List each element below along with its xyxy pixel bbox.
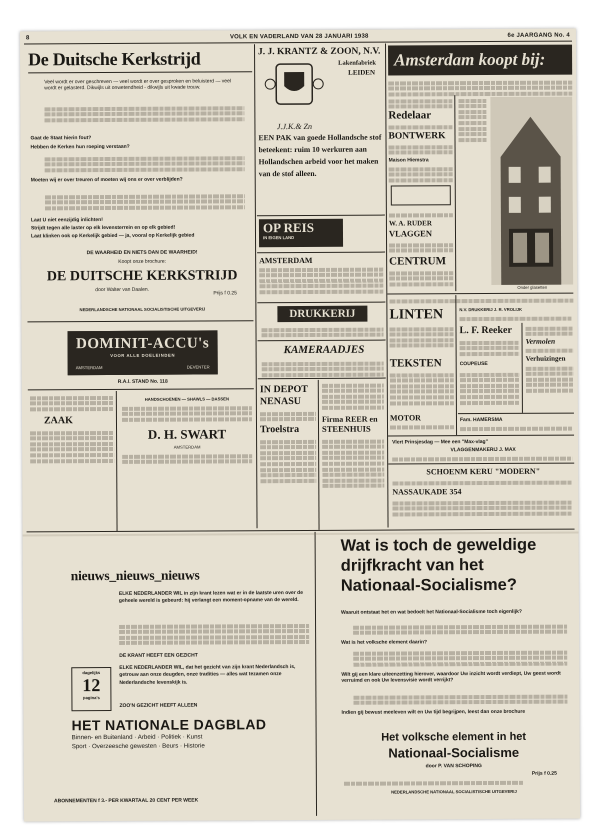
- op-reis-ad: [259, 219, 343, 247]
- nieuws-paragraph-1: ELKE NEDERLANDER WIL in zijn krant lezen wat er in de laatste uren over de geheele wereld is gebeurd: hij verlangt een moment-opname van de wereld.: [118, 589, 304, 605]
- op-reis-sub: IN EIGEN LAND: [263, 235, 295, 241]
- accus-stand: R.A.I. STAND No. 118: [117, 378, 168, 385]
- schoenm-addr: NASSAUKADE 354: [392, 487, 462, 497]
- vermolen-sub: Verhuizingen: [525, 354, 566, 363]
- ns-headline-2: drijfkracht van het: [340, 556, 484, 575]
- nieuws-paragraph-4: ZOO'N GEZICHT HEEFT ALLEEN: [119, 702, 198, 709]
- column-divider: [318, 380, 320, 530]
- ns-question-2: Wat is het volksche element daarin?: [341, 639, 428, 646]
- redelaar-bontwerk: BONTWERK: [388, 131, 446, 142]
- kamer-filler: [259, 266, 383, 296]
- krantz-city: LEIDEN: [348, 68, 376, 77]
- ns-filler: [353, 623, 567, 637]
- kerkstrijd-question-1: Gaat de Staat hierin fout?: [30, 135, 92, 142]
- vrolijk-filler: [459, 315, 571, 323]
- depot-line-2: NENASU: [259, 395, 302, 408]
- swart-filler: [122, 452, 252, 465]
- coupeuse-filler: [460, 371, 520, 406]
- ns-headline-1: Wat is toch de geweldige: [340, 535, 537, 555]
- column-divider: [521, 323, 522, 413]
- redelaar-hiemstra: Maison Hiemstra: [388, 157, 429, 164]
- ns-publisher: NEDERLANDSCHE NATIONAAL SOCIALISTISCHE UITGEVERIJ: [391, 788, 517, 795]
- section-rule: [387, 293, 573, 295]
- nieuws-paragraph-2: DE KRANT HEEFT EEN GEZICHT: [119, 652, 198, 659]
- newspaper-dateline: VOLK EN VADERLAND VAN 28 JANUARI 1938: [229, 33, 369, 41]
- reer-line-2: STEENHUIS: [321, 423, 371, 434]
- ns-filler: [353, 649, 567, 668]
- swart-filler: [122, 404, 252, 423]
- krantz-subtitle: Lakenfabriek: [338, 59, 377, 67]
- daily-top: dagelijks: [82, 670, 101, 676]
- column-divider: [254, 44, 258, 528]
- ns-question-4: Indien gij bewust meeleven wilt en Uw tijd begrijpen, leest dan onze brochure: [341, 708, 526, 716]
- photo-side-filler: [458, 97, 486, 143]
- schoenm-filler: [392, 479, 572, 487]
- headline-underline: [28, 71, 252, 73]
- motor-filler: [390, 423, 454, 431]
- section-rule: [257, 252, 385, 254]
- daily-bottom: pagina's: [82, 695, 100, 701]
- kerkstrijd-question-2: Hebben de Kerken hun roeping verstaan?: [30, 143, 130, 151]
- vlaggen-filler: [392, 455, 572, 463]
- kerkstrijd-filler: [44, 104, 244, 123]
- kerkstrijd-call-1: Laat U niet eenzijdig inlichten!: [30, 217, 103, 224]
- newspaper-page: [20, 29, 580, 822]
- section-rule: [28, 388, 254, 390]
- ns-author: door P. VAN SCHOPING: [425, 763, 482, 770]
- amsterdam-koopt-banner: [388, 45, 572, 76]
- krantz-logo: J.J.K.& Zn: [276, 121, 313, 132]
- reer-filler: [322, 438, 384, 490]
- section-rule: [257, 215, 385, 217]
- reer-line-1: Firma REER en: [321, 414, 378, 424]
- ns-brochure-title-2: Nationaal-Socialisme: [388, 744, 520, 761]
- nieuws-paragraph-3: ELKE NEDERLANDER WIL, dat het gezicht van zijn krant Nederlandsch is, getrouw aan onze deugden, onze tradities — alles wat tezamen onze Nederlandsche levenskijk is.: [119, 664, 296, 686]
- dagblad-sections-2: Sport · Overzeesche gewesten · Beurs · Historie: [71, 742, 205, 751]
- dagblad-sections-1: Binnen- en Buitenland · Arbeid · Politiek · Kunst: [71, 733, 203, 742]
- swart-name: D. H. SWART: [147, 426, 227, 442]
- kerkstrijd-price: Prijs f 0.25: [213, 290, 237, 297]
- krantz-crest-icon: [262, 60, 326, 120]
- schoenm-filler: [392, 499, 572, 518]
- right-filler: [389, 297, 573, 305]
- column-divider: [116, 391, 118, 531]
- rader-line-2: VLAGGEN: [388, 228, 433, 239]
- nationale-dagblad-title: HET NATIONALE DAGBLAD: [71, 716, 267, 734]
- section-rule: [258, 378, 386, 380]
- kerkstrijd-filler: [45, 154, 245, 173]
- hamersma-filler: [460, 425, 572, 433]
- nieuws-header: nieuws_nieuws_nieuws: [70, 567, 200, 584]
- reeker-filler: [460, 339, 520, 358]
- zaak-filler: [30, 394, 114, 413]
- kerkstrijd-slogan: DE WAARHEID EN NIETS DAN DE WAARHEID!: [86, 249, 198, 257]
- page-number: 8: [25, 35, 30, 42]
- daily-pages-box: [71, 667, 111, 711]
- section-rule: [258, 340, 386, 342]
- kamer-city: AMSTERDAM: [259, 255, 313, 266]
- amsterdam-intro-filler: [388, 79, 572, 98]
- ns-headline-3: Nationaal-Socialisme?: [340, 575, 517, 595]
- reeker-name: L. F. Reeker: [459, 324, 512, 337]
- kerkstrijd-headline: De Duitsche Kerkstrijd: [28, 48, 201, 70]
- amsterdam-title: Amsterdam koopt bij:: [394, 49, 546, 70]
- kerkstrijd-publisher: NEDERLANDSCHE NATIONAAL SOCIALISTISCHE UITGEVERIJ: [79, 306, 206, 313]
- schoenm-name: SCHOENM KERU "MODERN": [426, 466, 541, 477]
- troelstra-filler: [260, 438, 316, 485]
- vlaggen-line-1: Vlert Prinsjesdag — Mee een "Max-vlag": [392, 439, 488, 446]
- kerkstrijd-brochure-title: DE DUITSCHE KERKSTRIJD: [46, 268, 238, 285]
- shop-photo-icon: [490, 97, 573, 285]
- depot-line-1: IN DEPOT: [259, 383, 308, 396]
- motor-name: MOTOR: [389, 413, 421, 423]
- section-rule: [388, 463, 574, 465]
- hamersma-name: Fam. HAMERSMA: [459, 416, 503, 424]
- daily-number: 12: [82, 675, 101, 696]
- vermolen-filler: [526, 365, 574, 395]
- vrolijk-name: N.V. DRUKKERIJ J. R. VROLIJK: [459, 306, 523, 313]
- vlaggen-line-2: VLAGGENMAKERIJ J. MAX: [450, 446, 516, 454]
- accus-left-city: AMSTERDAM: [75, 365, 103, 371]
- troelstra-name: Troelstra: [259, 424, 300, 436]
- dominit-accus-ad: [68, 330, 218, 375]
- section-rule: [388, 435, 574, 437]
- column-divider: [315, 532, 317, 816]
- redelaar-filler: [389, 143, 453, 156]
- drukkerij-ad: [277, 306, 367, 322]
- coupeuse-name: COUPEUSE: [459, 361, 488, 368]
- centrum-name: CENTRUM: [389, 255, 447, 268]
- krantz-title: J. J. KRANTZ & ZOON, N.V.: [258, 46, 381, 58]
- depot-filler: [260, 410, 316, 423]
- zaak-filler: [30, 429, 114, 465]
- vermolen-filler: [526, 347, 574, 354]
- rader-filler: [389, 241, 453, 254]
- ns-price: Prijs f 0.25: [531, 770, 557, 777]
- redelaar-filler: [388, 123, 452, 131]
- section-rule: [257, 302, 385, 304]
- vermolen-name: Vermolen: [525, 336, 556, 346]
- kerkstrijd-filler: [45, 192, 245, 211]
- accus-brand: DOMINIT-ACCU's: [75, 335, 210, 353]
- kerkstrijd-question-3: Moeten wij er over treuren of moeten wij ons er over verblijden?: [30, 176, 183, 184]
- column-divider: [455, 295, 457, 435]
- kerkstrijd-author: door Walter van Daalen.: [95, 286, 150, 294]
- ns-filler: [344, 779, 524, 787]
- swart-goods: HANDSCHOENEN — SHAWLS — DASSEN: [144, 396, 229, 402]
- kerkstrijd-buy: Koopt onze brochure:: [118, 258, 167, 265]
- zaak-title: ZAAK: [43, 415, 73, 427]
- rader-filler: [389, 211, 453, 219]
- redelaar-name: Redelaar: [388, 109, 432, 122]
- accus-tagline: VOOR ALLE DOELEINDEN: [110, 352, 176, 358]
- section-rule: [27, 320, 253, 322]
- rader-line-1: W. A. RUDER: [388, 219, 432, 228]
- swart-city: AMSTERDAM: [173, 444, 201, 450]
- teksten-name: TEKSTEN: [389, 357, 442, 370]
- dagblad-subscription: ABONNEMENTEN f 3.- PER KWARTAAL 20 CENT PER WEEK: [53, 797, 199, 805]
- op-reis-title: OP REIS: [262, 219, 314, 236]
- ns-question-3: Wilt gij een klare uiteenzetting hierover, waardoor Uw inzicht wordt verdiept, Uw geest wordt verruimd en ook Uw levensvisie wordt verrijkt?: [341, 670, 561, 684]
- krantz-text: EEN PAK van goede Hollandsche stof beteekent: ruim 10 werkuren aan Hollandschen arbeid voor het maken van de stof alleen.: [258, 132, 382, 179]
- rader-logo-box: [391, 185, 451, 205]
- drukkerij-title: DRUKKERIJ: [289, 307, 356, 321]
- volume-number: 6e JAARGANG No. 4: [507, 32, 570, 39]
- drukkerij-filler: [261, 326, 383, 339]
- ns-filler: [353, 693, 567, 707]
- centrum-filler: [389, 269, 453, 288]
- kerkstrijd-call-3: Laat klinken ook op Kerkelijk gebied — ja, vooral op Kerkelijk gebied: [30, 232, 195, 240]
- kerkstrijd-call-2: Strijdt tegen alle laster op elk levensterrein en op elk gebied!: [30, 224, 176, 232]
- section-rule: [458, 413, 574, 415]
- kameraadjes-title: KAMERAADJES: [283, 343, 365, 357]
- shop-photo-caption: Onder glasetten: [517, 284, 548, 290]
- ns-question-1: Waaruit ontstaat het en wat bedoelt het Nationaal-Socialisme toch eigenlijk?: [340, 608, 522, 616]
- reer-filler: [322, 382, 384, 412]
- linten-filler: [389, 325, 453, 349]
- linten-name: LINTEN: [389, 307, 444, 323]
- kameraadjes-filler: [262, 360, 384, 379]
- nieuws-filler: [119, 622, 309, 647]
- redelaar-filler: [389, 165, 453, 184]
- accus-right-city: DEVENTER: [186, 364, 210, 370]
- kerkstrijd-intro: Veel wordt er over geschreven — veel wordt er over gesproken en beluisterd — veel wordt er gelasterd. Dikwijls uit onwetendheid - dikwijls uit kwade trouw.: [44, 78, 231, 92]
- ns-brochure-title-1: Het volksche element in het: [381, 730, 527, 744]
- teksten-filler: [390, 371, 454, 406]
